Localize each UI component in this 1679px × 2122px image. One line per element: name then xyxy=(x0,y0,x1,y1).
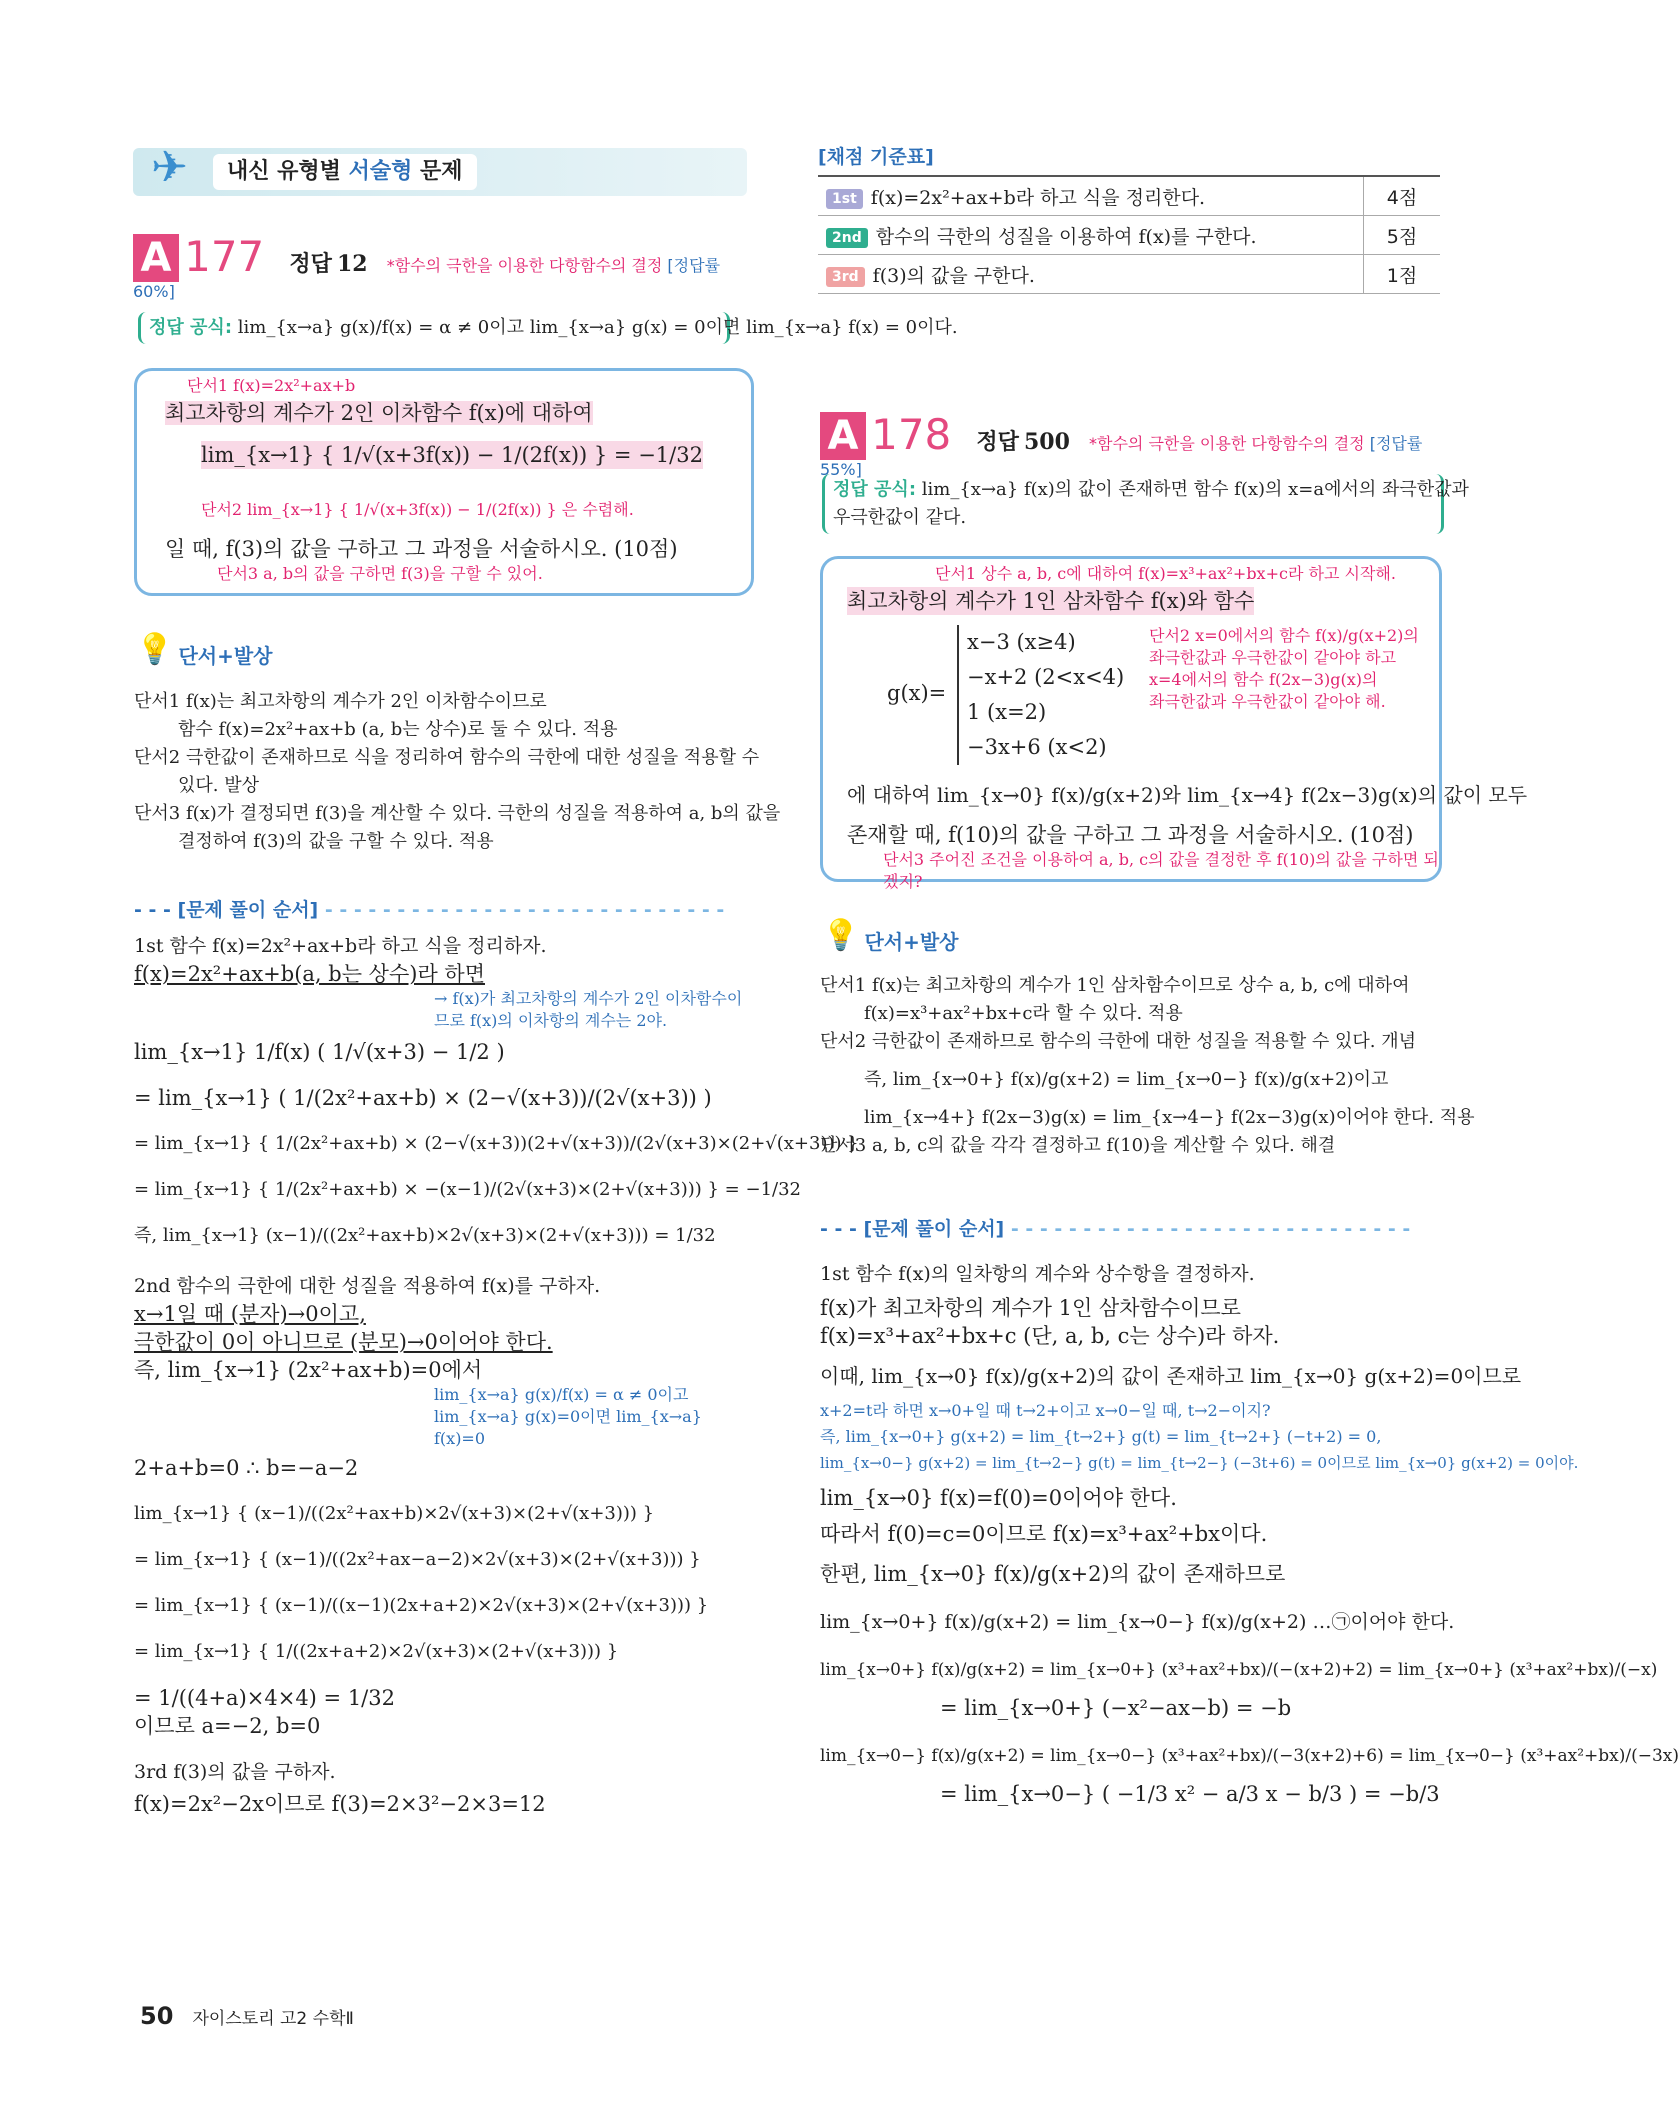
formula-178: 정답 공식: lim_{x→a} f(x)의 값이 존재하면 함수 f(x)의 x=a에서의 좌극한값과 우극한값이 같다. xyxy=(822,474,1444,534)
problem-178-box: 단서1 상수 a, b, c에 대하여 f(x)=x³+ax²+bx+c라 하고 시작해. 최고차항의 계수가 1인 삼차함수 f(x)와 함수 g(x)= x−3 (x≥4) −x+2 (2<x<4) 1 (x=2) −3x+6 (x<2) 단서2 x=0에서의 함수 f(x)/g(x+2)의 좌극한값과 우극한값이 같아야 하고 x=4에서의 함수 f(2x−3)g(x)의 좌극한값과 우극한값이 같아야 해. 에 대하여 lim_{x→0} f(x)/g(x+2)와 lim_{x→4} f(2x−3)g(x)의 값이 모두 존재할 때, f(10)의 값을 구하고 그 과정을 서술하시오. (10점) 단서3 주어진 조건을 이용하여 a, b, c의 값을 결정한 후 f(10)의 값을 구하면 되겠지? xyxy=(820,556,1442,882)
sol-line: = 1/((4+a)×4×4) = 1/32 xyxy=(134,1686,395,1710)
sol-line: f(x)=2x²+ax+b(a, b는 상수)라 하면 xyxy=(134,962,485,986)
clue-list-177 xyxy=(134,688,781,856)
sol-line: 즉, lim_{x→1} (2x²+ax+b)=0에서 xyxy=(134,1358,483,1382)
clue-line: 결정하여 f(3)의 값을 구할 수 있다. 적용 xyxy=(178,831,494,852)
grading-row: 1st f(x)=2x²+ax+b라 하고 식을 정리한다. 4점 xyxy=(818,177,1440,216)
sol-line: 극한값이 0이 아니므로 (분모)→0이어야 한다. xyxy=(134,1330,553,1354)
problem-177-header xyxy=(133,232,753,301)
book-title: 자이스토리 고2 수학Ⅱ xyxy=(192,2009,354,2029)
lightbulb-icon: 💡 xyxy=(136,632,174,667)
step-3: 3rd f(3)의 값을 구하자. xyxy=(134,1761,336,1783)
hint3: 단서3 a, b의 값을 구하면 f(3)을 구할 수 있어. xyxy=(217,564,543,583)
clue-line: 함수 f(x)=2x²+ax+b (a, b는 상수)로 둘 수 있다. 적용 xyxy=(178,719,618,740)
solution-header-177: - - - [문제 풀이 순서] - - - - - - - - - - - - - - - - - - - - - - - - - - - - xyxy=(134,899,725,921)
solution-header-178: - - - [문제 풀이 순서] - - - - - - - - - - - - - - - - - - - - - - - - - - - - xyxy=(820,1218,1411,1240)
formula-177: 정답 공식: lim_{x→a} g(x)/f(x) = α ≠ 0이고 lim_{x→a} g(x) = 0이면 lim_{x→a} f(x) = 0이다. xyxy=(138,312,730,344)
sol-line: = lim_{x→1} { 1/(2x²+ax+b) × −(x−1)/(2√(x+3)×(2+√(x+3))) } = −1/32 xyxy=(134,1179,801,1200)
sol-line: x→1일 때 (분자)→0이고, xyxy=(134,1302,366,1326)
clue-list-178: 단서1 f(x)는 최고차항의 계수가 1인 삼차함수이므로 상수 a, b, c에 대하여 f(x)=x³+ax²+bx+c라 할 수 있다. 적용 단서2 극한값이 존재하므로 함수의 극한에 대한 성질을 적용할 수 있다. 개념 즉, lim_{x→0+} f(x)/g(x+2) = lim_{x→0−} f(x)/g(x+2)이고 lim_{x→4+} f(2x−3)g(x) = lim_{x→4−} f(2x−3)g(x)이어야 한다. 적용 단서3 a, b, c의 값을 각각 결정하고 f(10)을 계산할 수 있다. 해결 xyxy=(820,975,1475,1156)
sol-line: = lim_{x→1} { 1/(2x²+ax+b) × (2−√(x+3))(2+√(x+3))/(2√(x+3)×(2+√(x+3))) } xyxy=(134,1133,859,1154)
problem-number: 177 xyxy=(184,232,265,281)
sol-line: = lim_{x→1} { (x−1)/((2x²+ax−a−2)×2√(x+3)×(2+√(x+3))) } xyxy=(134,1549,701,1570)
clue-line: 단서1 f(x)는 최고차항의 계수가 2인 이차함수이므로 xyxy=(134,691,547,712)
grading-table xyxy=(818,142,1440,294)
question-limit: lim_{x→1} { 1/√(x+3f(x)) − 1/(2f(x)) } = −1/32 xyxy=(201,443,703,467)
clue-title-177: 💡 단서+발상 xyxy=(136,632,273,668)
banner-title: 내신 유형별 서술형 문제 xyxy=(213,154,477,190)
step-2: 2nd 함수의 극한에 대한 성질을 적용하여 f(x)를 구하자. xyxy=(134,1275,601,1297)
clue-title-178: 💡 단서+발상 xyxy=(822,918,959,954)
sol-line: f(x)=2x²−2x이므로 f(3)=2×3²−2×3=12 xyxy=(134,1792,546,1816)
section-banner xyxy=(133,142,747,196)
solution-177 xyxy=(134,932,859,1818)
answer-value: 12 xyxy=(336,251,368,277)
page-number: 50 xyxy=(140,2002,174,2030)
grading-row: 3rd f(3)의 값을 구한다. 1점 xyxy=(818,255,1440,294)
g-label: g(x)= xyxy=(887,681,947,705)
problem-number: 178 xyxy=(871,410,952,459)
clue-line: 단서3 f(x)가 결정되면 f(3)을 계산할 수 있다. 극한의 성질을 적용하여 a, b의 값을 xyxy=(134,803,781,824)
solution-178: 1st 함수 f(x)의 일차항의 계수와 상수항을 결정하자. f(x)가 최고차항의 계수가 1인 삼차함수이므로 f(x)=x³+ax²+bx+c (단, a, b, c는 상수)라 하자. 이때, lim_{x→0} f(x)/g(x+2)의 값이 존재하고 lim_{x→0} g(x+2)=0이므로 x+2=t라 하면 x→0+일 때 t→2+이고 x→0−일 때, t→2−이지? 즉, lim_{x→0+} g(x+2) = lim_{t→2+} g(t) = lim_{t→2+} (−t+2) = 0, lim_{x→0−} g(x+2) = lim_{t→2−} g(t) = lim_{t→2−} (−3t+6) = 0이므로 lim_{x→0} g(x+2) = 0이야. lim_{x→0} f(x)=f(0)=0이어야 한다. 따라서 f(0)=c=0이므로 f(x)=x³+ax²+bx이다. 한편, lim_{x→0} f(x)/g(x+2)의 값이 존재하므로 lim_{x→0+} f(x)/g(x+2) = lim_{x→0−} f(x)/g(x+2) …㉠이어야 한다. lim_{x→0+} f(x)/g(x+2) = lim_{x→0+} (x³+ax²+bx)/(−(x+2)+2) = lim_{x→0+} (x³+ax²+bx)/(−x) = lim_{x→0+} (−x²−ax−b) = −b lim_{x→0−} f(x)/g(x+2) = lim_{x→0−} (x³+ax²+bx)/(−3(x+2)+6) = lim_{x→0−} (x³+ax²+bx)/(−3x) = lim_{x→0−} ( −1/3 x² − a/3 x − b/3 ) = −b/3 xyxy=(820,1263,1679,1806)
rate: [정답률 60%] xyxy=(133,256,721,301)
lightbulb-icon: 💡 xyxy=(822,918,860,953)
clue-line: 있다. 발상 xyxy=(178,775,259,796)
hint2: 단서2 x=0에서의 함수 f(x)/g(x+2)의 좌극한값과 우극한값이 같아야 하고 x=4에서의 함수 f(2x−3)g(x)의 좌극한값과 우극한값이 같아야 해. xyxy=(1149,626,1419,711)
sol-line: lim_{x→1} { (x−1)/((2x²+ax+b)×2√(x+3)×(2+√(x+3))) } xyxy=(134,1503,655,1524)
question-line1: 최고차항의 계수가 2인 이차함수 f(x)에 대하여 xyxy=(165,401,593,425)
answer-label: 정답 xyxy=(289,252,332,277)
grade-letter: A xyxy=(133,234,179,282)
sol-line: = lim_{x→1} { 1/((2x+a+2)×2√(x+3)×(2+√(x+3))) } xyxy=(134,1641,619,1662)
grading-row: 2nd 함수의 극한의 성질을 이용하여 f(x)를 구한다. 5점 xyxy=(818,216,1440,255)
question-line3: 일 때, f(3)의 값을 구하고 그 과정을 서술하시오. (10점) xyxy=(165,537,678,561)
sol-line: lim_{x→1} 1/f(x) ( 1/√(x+3) − 1/2 ) xyxy=(134,1040,505,1064)
problem-177-box xyxy=(134,368,754,596)
grading-title: [채점 기준표] xyxy=(818,142,1440,177)
sol-line: 2+a+b=0 ∴ b=−a−2 xyxy=(134,1456,359,1480)
sol-line: 이므로 a=−2, b=0 xyxy=(134,1714,321,1738)
footer xyxy=(140,2002,354,2030)
clue-line: 단서2 극한값이 존재하므로 식을 정리하여 함수의 극한에 대한 성질을 적용할 수 xyxy=(134,747,760,768)
grade-letter: A xyxy=(820,412,866,460)
sol-note: lim_{x→a} g(x)/f(x) = α ≠ 0이고 lim_{x→a} g(x)=0이면 lim_{x→a} f(x)=0 xyxy=(434,1385,702,1448)
sol-line: = lim_{x→1} ( 1/(2x²+ax+b) × (2−√(x+3))/(2√(x+3)) ) xyxy=(134,1086,712,1110)
sol-note: → f(x)가 최고차항의 계수가 2인 이차함수이므로 f(x)의 이차항의 계수는 2야. xyxy=(434,989,743,1030)
hint2: 단서2 lim_{x→1} { 1/√(x+3f(x)) − 1/(2f(x)) } 은 수렴해. xyxy=(201,500,634,519)
hint1: 단서1 f(x)=2x²+ax+b xyxy=(187,376,356,395)
sol-line: 즉, lim_{x→1} (x−1)/((2x²+ax+b)×2√(x+3)×(2+√(x+3))) = 1/32 xyxy=(134,1225,716,1246)
step-1: 1st 함수 f(x)=2x²+ax+b라 하고 식을 정리하자. xyxy=(134,935,547,957)
topic: *함수의 극한을 이용한 다항함수의 결정 xyxy=(386,256,663,275)
problem-178-header: A 178 정답 500 *함수의 극한을 이용한 다항함수의 결정 [정답률 55%] xyxy=(820,410,1423,479)
sol-line: = lim_{x→1} { (x−1)/((x−1)(2x+a+2)×2√(x+3)×(2+√(x+3))) } xyxy=(134,1595,709,1616)
banner-plane-icon: ✈ xyxy=(151,142,188,193)
piecewise: x−3 (x≥4) −x+2 (2<x<4) 1 (x=2) −3x+6 (x<2) xyxy=(957,625,1124,765)
